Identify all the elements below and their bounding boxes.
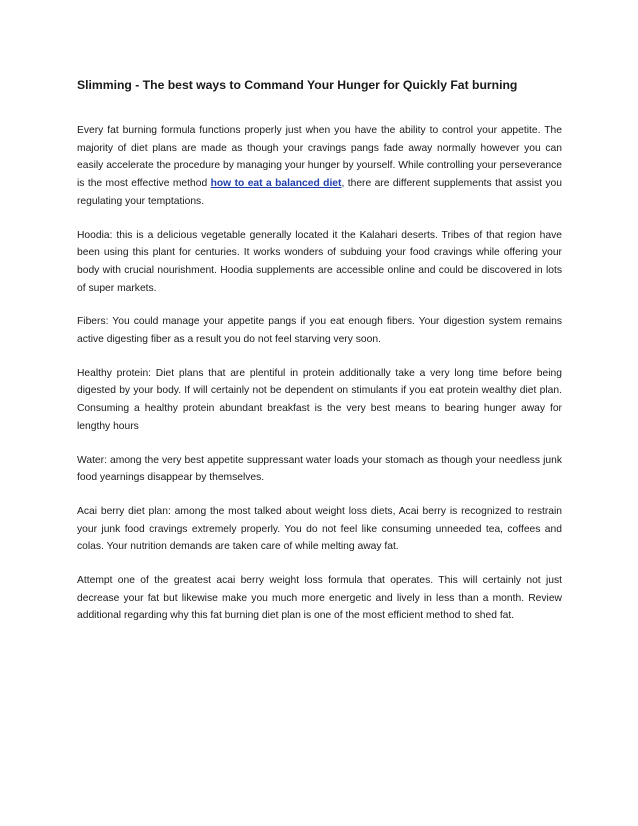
- balanced-diet-link[interactable]: how to eat a balanced diet: [210, 178, 342, 190]
- paragraph-acai-berry: Acai berry diet plan: among the most talked about weight loss diets, Acai berry is recognized to restrain your junk food cravings extremely properly. You do not feel like consuming unneeded tea, coffees and colas. Your nutrition demands are taken care of while melting away fat.: [77, 505, 562, 553]
- paragraph-attempt: Attempt one of the greatest acai berry weight loss formula that operates. This will certainly not just decrease your fat but likewise make you much more energetic and lively in less than a month. Review additional regarding why this fat burning diet plan is one of the most efficient method to shed fat.: [77, 575, 562, 622]
- paragraph-fibers: Fibers: You could manage your appetite pangs if you eat enough fibers. Your digestion system remains active digesting fiber as a result you do not feel starving very soon.: [77, 316, 562, 346]
- paragraph-healthy-protein: Healthy protein: Diet plans that are plentiful in protein additionally take a very long time before being digested by your body. If will certainly not be dependent on stimulants if you eat protein wealthy diet plan. Consuming a healthy protein abundant breakfast is the very best means to bearing hunger away for lengthy hours: [77, 367, 562, 432]
- paragraph-water: Water: among the very best appetite suppressant water loads your stomach as though your needless junk food yearnings disappear by themselves.: [77, 454, 562, 484]
- intro-text-before-link: Every fat burning formula functions properly just when you have the ability to control your appetite. The majority of diet plans are made as though your cravings pangs fade away normally however you can easily accelerate the procedure by managing your hunger by yourself. While controlling your perseverance is the most effective method: [77, 125, 562, 190]
- intro-paragraph: [77, 122, 562, 211]
- intro-text-after-link: , there are different supplements that assist you regulating your temptations.: [77, 178, 562, 207]
- document-page: [77, 76, 562, 641]
- document-title: Slimming - The best ways to Command Your Hunger for Quickly Fat burning: [77, 78, 518, 92]
- paragraph-hoodia: Hoodia: this is a delicious vegetable generally located it the Kalahari deserts. Tribes of that region have been using this plant for centuries. It works wonders of subduing your food cravings while offering your body with crucial nourishment. Hoodia supplements are accessible online and could be discovered in lots of super markets.: [77, 229, 562, 294]
